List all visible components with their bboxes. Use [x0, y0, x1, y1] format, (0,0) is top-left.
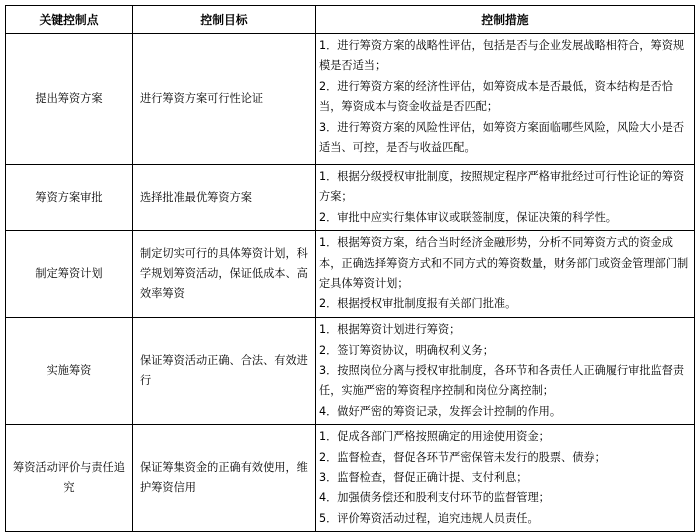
control-measures	[316, 165, 695, 231]
table-row	[6, 231, 695, 318]
control-goal: 进行筹资方案可行性论证	[133, 34, 316, 165]
measure-item: 3．监督检查，督促正确计提、支付利息；	[319, 471, 528, 485]
measure-item: 2．进行筹资方案的经济性评估，如筹资成本是否最低，资本结构是否恰当，筹资成本与资金收益是否匹配；	[319, 79, 673, 114]
control-goal: 保证筹资活动正确、合法、有效进行	[133, 318, 316, 425]
key-control-point: 筹资活动评价与责任追究	[6, 425, 133, 532]
measure-item: 2．监督检查，督促各环节严密保管未发行的股票、债券；	[319, 450, 606, 464]
table-row	[6, 425, 695, 532]
control-goal: 制定切实可行的具体筹资计划，科学规划筹资活动，保证低成本、高效率筹资	[133, 231, 316, 318]
measure-item: 3．按照岗位分离与授权审批制度，各环节和各责任人正确履行审批监督责任，实施严密的筹资程序控制和岗位分离控制；	[319, 364, 685, 398]
header-control-measures: 控制措施	[316, 6, 695, 34]
key-control-point: 提出筹资方案	[6, 34, 133, 165]
table-row	[6, 34, 695, 165]
control-measures	[316, 231, 695, 318]
measure-item: 4．做好严密的筹资记录，发挥会计控制的作用。	[319, 404, 562, 418]
measure-item: 2．根据授权审批制度报有关部门批准。	[319, 297, 517, 311]
measure-item: 1．根据筹资方案，结合当时经济金融形势，分析不同筹资方式的资金成本，正确选择筹资方式和不同方式的筹资数量，财务部门或资金管理部门制定具体筹资计划；	[319, 236, 689, 291]
header-key-control-point: 关键控制点	[6, 6, 133, 34]
control-goal: 选择批准最优筹资方案	[133, 165, 316, 231]
measure-item: 1．进行筹资方案的战略性评估，包括是否与企业发展战略相符合，筹资规模是否适当；	[319, 39, 685, 73]
control-measures	[316, 318, 695, 425]
table-row	[6, 318, 695, 425]
measure-item: 5．评价筹资活动过程，追究违规人员责任。	[319, 511, 539, 525]
key-control-point: 筹资方案审批	[6, 165, 133, 231]
header-control-goal: 控制目标	[133, 6, 316, 34]
measure-item: 4．加强债务偿还和股利支付环节的监督管理；	[319, 491, 550, 505]
table-row	[6, 165, 695, 231]
control-table	[5, 5, 695, 532]
measure-item: 1．根据筹资计划进行筹资；	[319, 323, 461, 337]
measure-item: 2．审批中应实行集体审议或联签制度，保证决策的科学性。	[319, 210, 617, 224]
measure-item: 2．签订筹资协议，明确权利义务；	[319, 343, 494, 357]
control-goal: 保证筹集资金的正确有效使用，维护筹资信用	[133, 425, 316, 532]
key-control-point: 实施筹资	[6, 318, 133, 425]
measure-item: 1．促成各部门严格按照确定的用途使用资金；	[319, 430, 550, 444]
measure-item: 1．根据分级授权审批制度，按照规定程序严格审批经过可行性论证的筹资方案；	[319, 170, 685, 204]
measure-item: 3．进行筹资方案的风险性评估，如筹资方案面临哪些风险，风险大小是否适当、可控，是否与收益匹配。	[319, 120, 685, 155]
header-row	[6, 6, 695, 34]
control-measures	[316, 425, 695, 532]
control-measures	[316, 34, 695, 165]
key-control-point: 制定筹资计划	[6, 231, 133, 318]
